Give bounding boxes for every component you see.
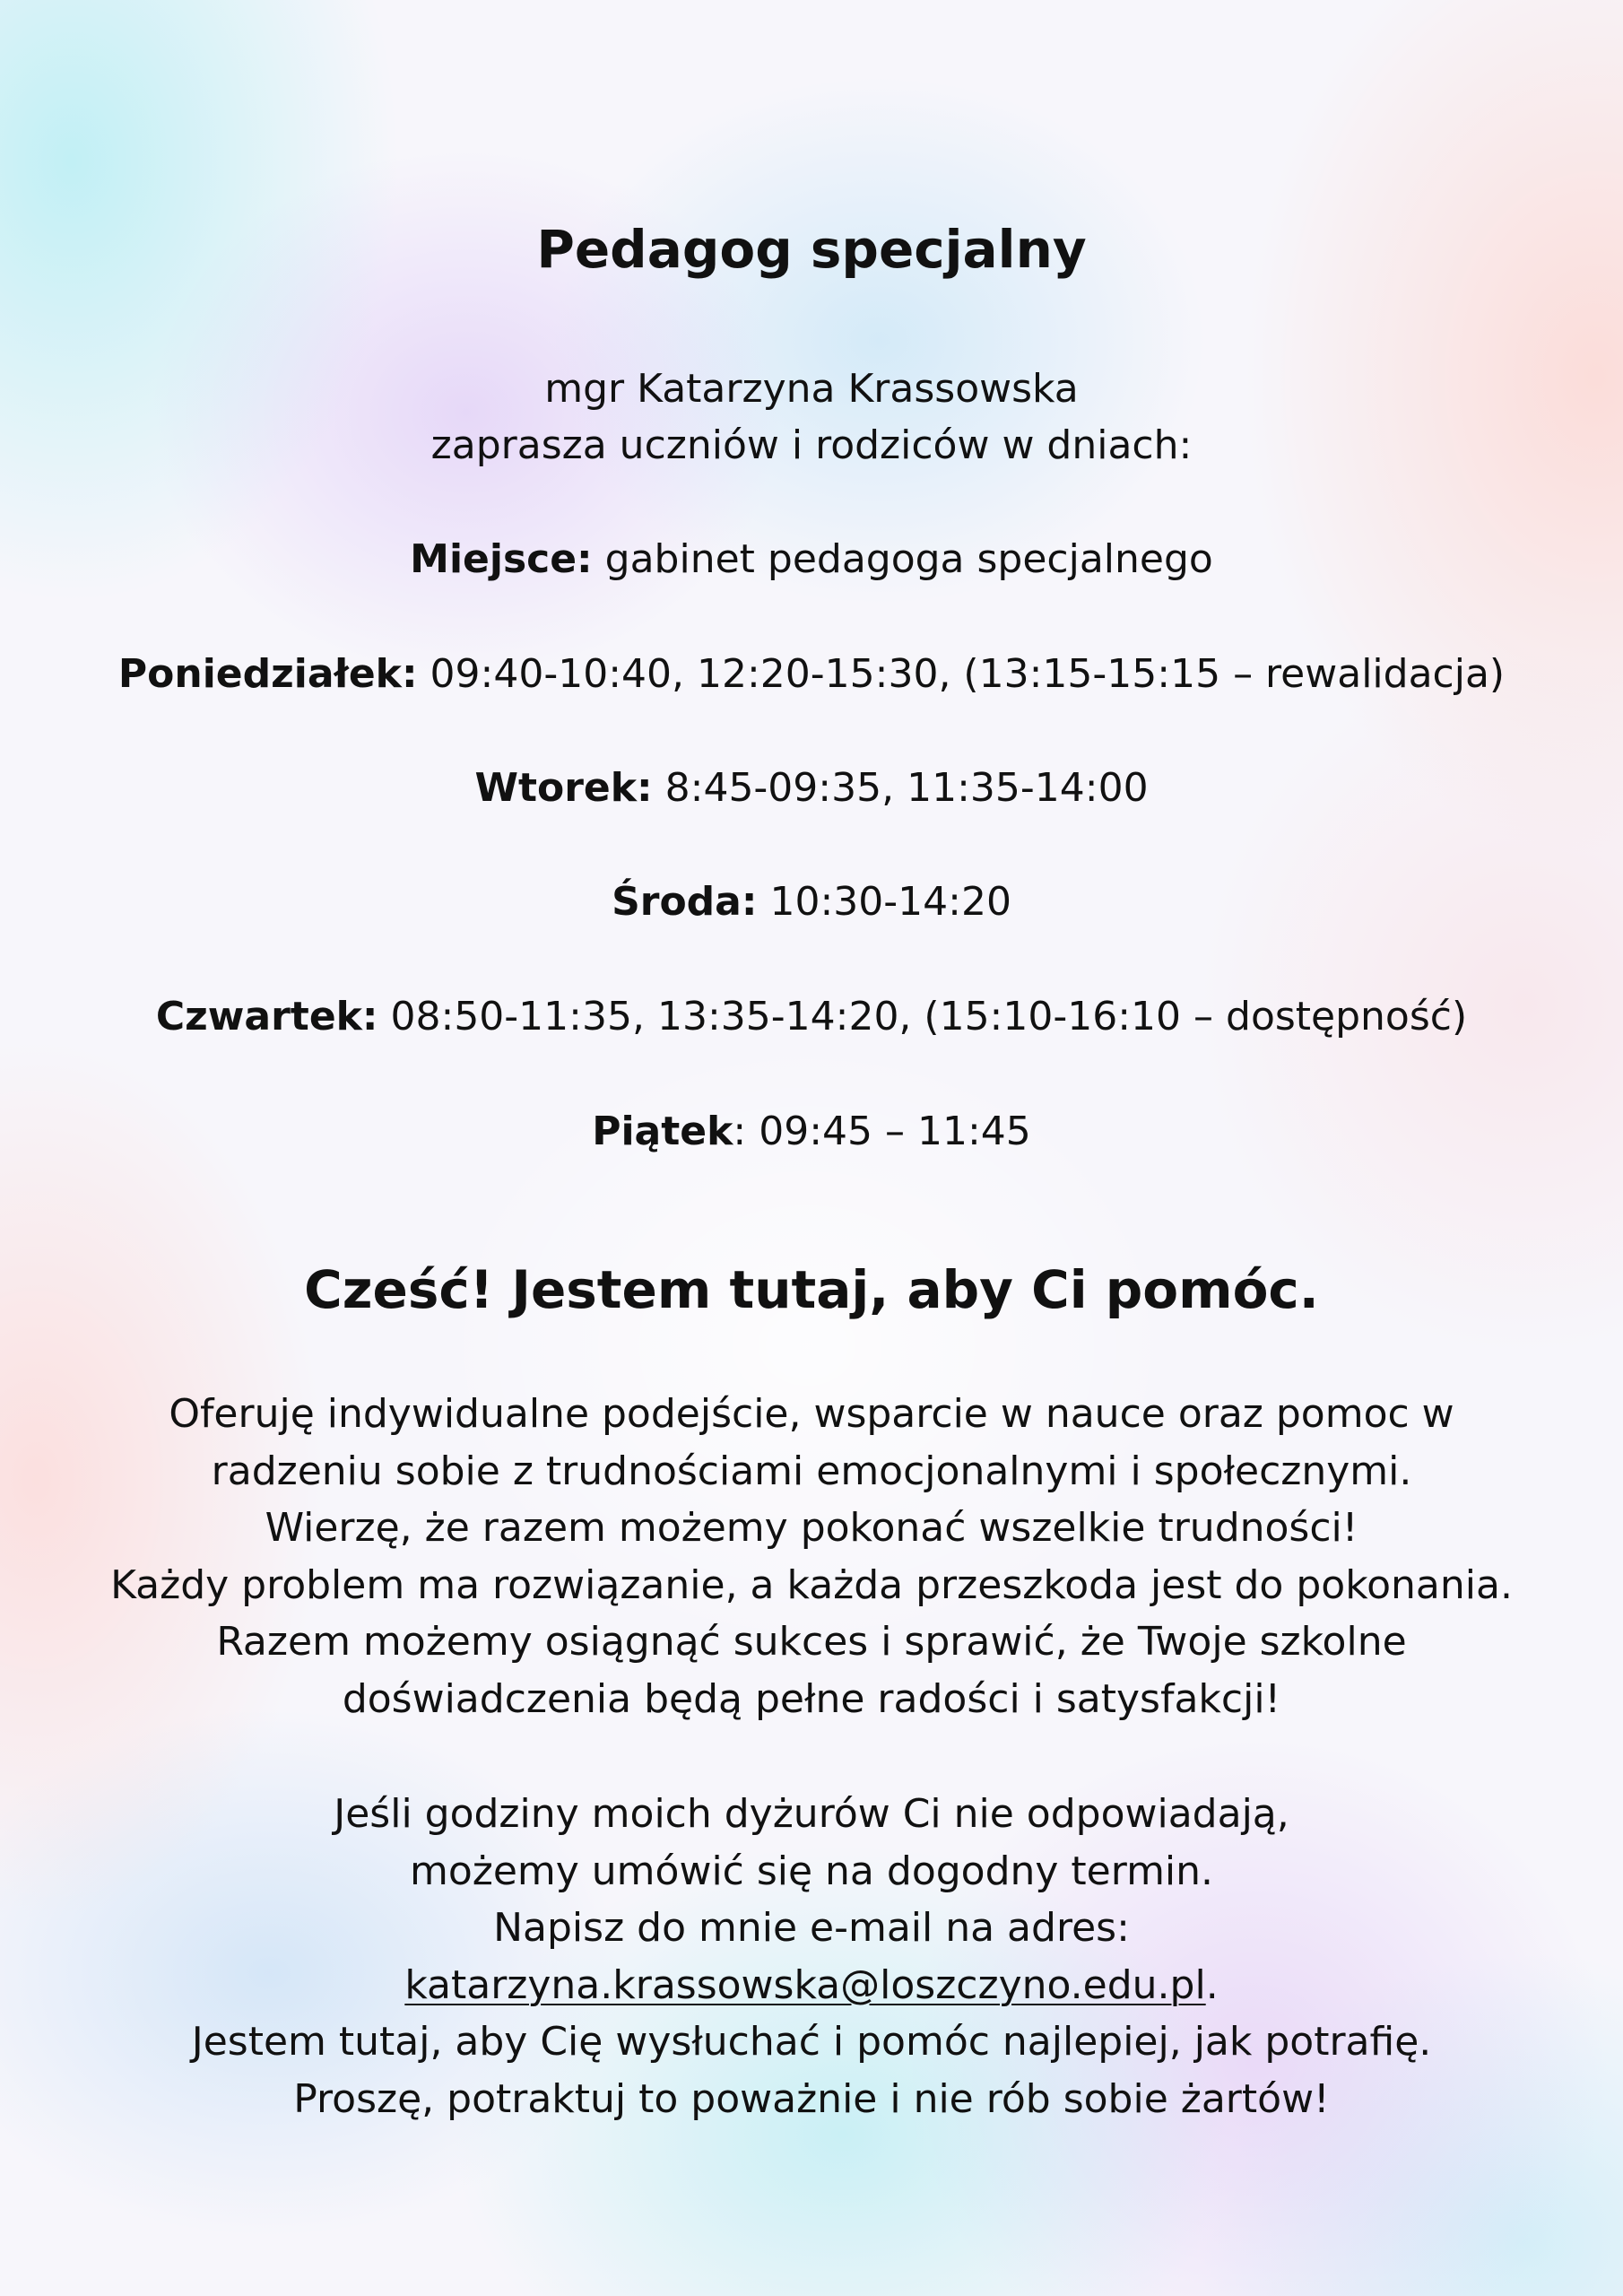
- paragraph-line: radzeniu sobie z trudnościami emocjonalnymi i społecznymi.: [211, 1448, 1412, 1494]
- day-hours: 10:30-14:20: [757, 879, 1011, 925]
- day-hours: 08:50-11:35, 13:35-14:20, (15:10-16:10 – dostępność): [378, 994, 1468, 1039]
- day-label: Poniedziałek:: [117, 651, 418, 697]
- greeting-heading: Cześć! Jestem tutaj, aby Ci pomóc.: [304, 1259, 1319, 1320]
- description-paragraph: [0, 1386, 1623, 1727]
- contact-paragraph: [0, 1786, 1623, 2127]
- paragraph-line: doświadczenia będą pełne radości i satysfakcji!: [342, 1675, 1281, 1722]
- paragraph-line: Proszę, potraktuj to poważnie i nie rób sobie żartów!: [293, 2075, 1330, 2122]
- email-line: [0, 1957, 1623, 2014]
- place-value: gabinet pedagoga specjalnego: [592, 536, 1213, 582]
- day-label: Piątek: [592, 1109, 733, 1154]
- place-line: [0, 531, 1623, 587]
- schedule-thursday: [0, 988, 1623, 1045]
- paragraph-line: Jestem tutaj, aby Cię wysłuchać i pomóc najlepiej, jak potrafię.: [191, 2019, 1432, 2065]
- day-label: Środa:: [612, 879, 758, 925]
- place-label: Miejsce:: [410, 536, 593, 582]
- day-label: Czwartek:: [155, 994, 378, 1039]
- page-title: Pedagog specjalny: [536, 219, 1087, 280]
- day-hours: 8:45-09:35, 11:35-14:00: [652, 765, 1149, 811]
- teacher-name: mgr Katarzyna Krassowska: [544, 366, 1079, 412]
- schedule-monday: [0, 646, 1623, 702]
- paragraph-line: Wierzę, że razem możemy pokonać wszelkie trudności!: [265, 1505, 1358, 1551]
- day-label: Wtorek:: [474, 765, 653, 811]
- paragraph-line: Jeśli godziny moich dyżurów Ci nie odpowiadają,: [334, 1791, 1289, 1837]
- schedule-friday: [0, 1103, 1623, 1160]
- paragraph-line: Napisz do mnie e-mail na adres:: [493, 1905, 1130, 1951]
- paragraph-line: Każdy problem ma rozwiązanie, a każda przeszkoda jest do pokonania.: [110, 1561, 1513, 1608]
- intro: [0, 361, 1623, 474]
- invitation-text: zaprasza uczniów i rodziców w dniach:: [430, 422, 1193, 468]
- schedule-wednesday: [0, 874, 1623, 930]
- paragraph-line: Oferuję indywidualne podejście, wsparcie w nauce oraz pomoc w: [169, 1391, 1454, 1437]
- paragraph-line: Razem możemy osiągnąć sukces i sprawić, że Twoje szkolne: [216, 1619, 1407, 1665]
- day-hours: 09:40-10:40, 12:20-15:30, (13:15-15:15 – rewalidacja): [417, 651, 1506, 697]
- email-suffix: .: [1205, 1961, 1219, 2008]
- paragraph-line: możemy umówić się na dogodny termin.: [409, 1848, 1214, 1894]
- day-hours: : 09:45 – 11:45: [733, 1109, 1031, 1154]
- email-link[interactable]: katarzyna.krassowska@loszczyno.edu.pl: [404, 1961, 1206, 2008]
- schedule-tuesday: [0, 760, 1623, 816]
